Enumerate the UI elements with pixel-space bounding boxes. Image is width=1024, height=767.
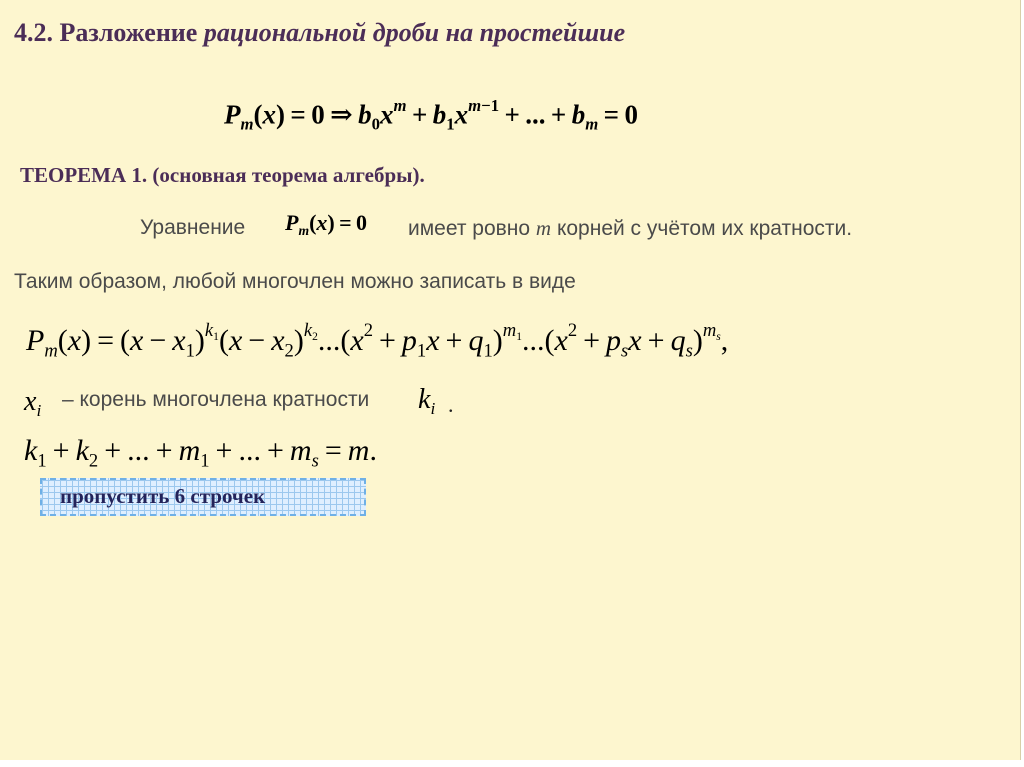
period: .: [448, 392, 454, 417]
equation-suffix-m: m: [535, 216, 552, 240]
formula-xi: $x_i$: [24, 386, 42, 421]
formula-polynomial-equation: $P_m(x) = 0$ ⇒ $b_0x^m + b_1x^{m-1}$ + ... + $b_m = 0$: [224, 96, 638, 134]
formula-multiplicity-sum: $k_1 + k_2$ + ... + $m_1$ + ... + $m_s = m$.: [24, 434, 377, 472]
skip-lines-box: [40, 478, 366, 516]
theorem-label: ТЕОРЕМА 1.: [20, 163, 148, 187]
formula-pm-zero: $P_m(x) = 0$: [285, 210, 368, 238]
formula-ki: $k_i$: [418, 384, 436, 419]
equation-suffix-1: имеет ровно: [408, 217, 531, 240]
equation-suffix-2: корней с учётом их кратности.: [556, 217, 853, 240]
formula-factorization: $P_m(x) = (x - x_1)^{k_1}(x - x_2)^{k_2}...(x^2 + p_1x + q_1)^{m_1}...(x^2 + p_sx + q_s)^{m_s}$,: [26, 320, 729, 362]
title-italic: рациональной дроби на простейшие: [203, 18, 626, 47]
theorem-heading: [20, 163, 425, 188]
slide-title: [14, 18, 625, 48]
title-number: 4.2.: [14, 18, 53, 47]
title-plain: Разложение: [59, 18, 198, 47]
root-text: – корень многочлена кратности: [62, 388, 370, 411]
theorem-name: (основная теорема алгебры).: [152, 163, 425, 187]
equation-prefix: Уравнение: [140, 216, 246, 239]
thus-text: Таким образом, любой многочлен можно записать в виде: [14, 270, 576, 293]
equation-suffix: [408, 216, 852, 241]
skip-lines-label: пропустить 6 строчек: [60, 484, 266, 508]
